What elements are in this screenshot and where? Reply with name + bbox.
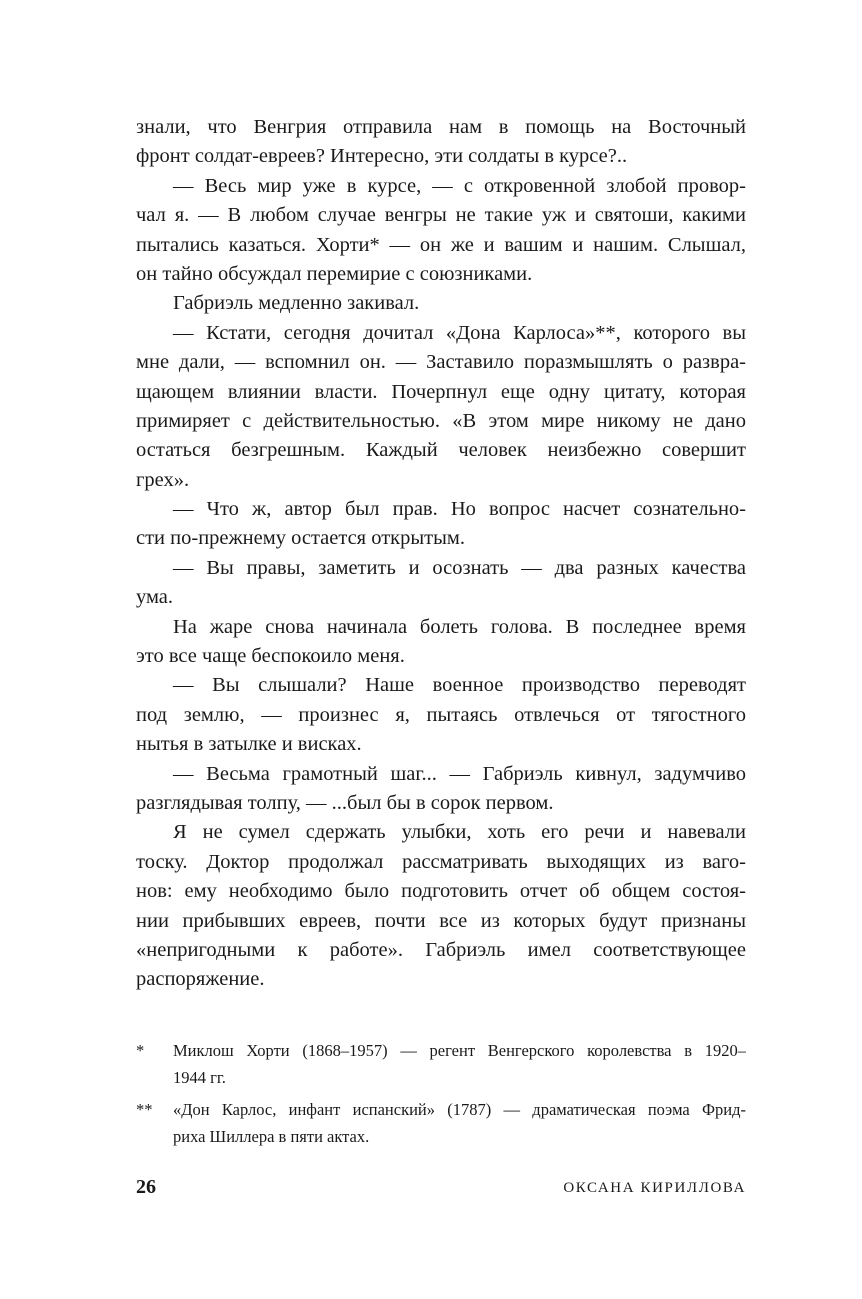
page-number: 26 — [136, 1176, 156, 1198]
text-line: грех». — [136, 468, 190, 491]
footnote-mark: * — [136, 1041, 145, 1060]
text-line: пытались казаться. Хорти* — он же и вашим и нашим. Слышал, — [136, 233, 746, 256]
footnote — [136, 1097, 746, 1150]
text-line: примиряет с действительностью. «В этом мире никому не дано — [136, 409, 746, 432]
text-line: знали, что Венгрия отправила нам в помощь на Восточный — [136, 116, 746, 138]
text-line: фронт солдат-евреев? Интересно, эти солдаты в курсе?.. — [136, 145, 628, 168]
text-line: Габриэль медленно закивал. — [173, 292, 420, 315]
text-line: — Что ж, автор был прав. Но вопрос насчет сознательно- — [173, 498, 746, 521]
text-line: — Кстати, сегодня дочитал «Дона Карлоса»**, которого вы — [173, 321, 746, 344]
text-line: чал я. — В любом случае венгры не такие уж и святоши, какими — [136, 204, 746, 227]
text-line: щающем влиянии власти. Почерпнул еще одну цитату, которая — [136, 380, 746, 403]
text-line: это все чаще беспокоило меня. — [136, 645, 405, 668]
text-line: — Вы правы, заметить и осознать — два разных качества — [173, 556, 746, 579]
text-line: — Весьма грамотный шаг... — Габриэль кивнул, задумчиво — [173, 762, 746, 785]
text-line: На жаре снова начинала болеть голова. В последнее время — [173, 615, 746, 638]
footnote-line: риха Шиллера в пяти актах. — [173, 1126, 370, 1146]
footnote-mark: ** — [136, 1100, 153, 1119]
footnotes — [136, 1038, 746, 1150]
text-line: мне дали, — вспомнил он. — Заставило поразмышлять о развра- — [136, 351, 746, 374]
text-line: — Весь мир уже в курсе, — с откровенной злобой провор- — [173, 174, 746, 197]
text-line: нытья в затылке и висках. — [136, 733, 362, 756]
text-line: сти по-прежнему остается открытым. — [136, 527, 465, 550]
text-line: он тайно обсуждал перемирие с союзниками. — [136, 262, 533, 285]
text-line: ума. — [136, 586, 174, 609]
text-line: под землю, — произнес я, пытаясь отвлечься от тягостного — [136, 703, 746, 726]
text-line: Я не сумел сдержать улыбки, хоть его речи и навевали — [173, 821, 746, 844]
footnote-line: 1944 гг. — [173, 1067, 226, 1087]
text-line: остаться безгрешным. Каждый человек неизбежно совершит — [136, 439, 746, 462]
footnote — [136, 1038, 746, 1091]
text-line: нов: ему необходимо было подготовить отчет об общем состоя- — [136, 880, 746, 903]
text-line: нии прибывших евреев, почти все из которых будут признаны — [136, 909, 746, 932]
text-line: тоску. Доктор продолжал рассматривать выходящих из ваго- — [136, 850, 746, 873]
footnote-line: «Дон Карлос, инфант испанский» (1787) — драматическая поэма Фрид- — [173, 1100, 746, 1119]
text-line: распоряжение. — [136, 968, 265, 991]
text-line: «непригодными к работе». Габриэль имел соответствующее — [136, 938, 746, 961]
running-head-author: ОКСАНА КИРИЛЛОВА — [563, 1180, 746, 1196]
text-line: — Вы слышали? Наше военное производство переводят — [173, 674, 746, 697]
footnote-line: Миклош Хорти (1868–1957) — регент Венгерского королевства в 1920– — [173, 1041, 746, 1060]
body-text — [136, 113, 746, 995]
text-line: разглядывая толпу, — ...был бы в сорок первом. — [136, 791, 554, 814]
